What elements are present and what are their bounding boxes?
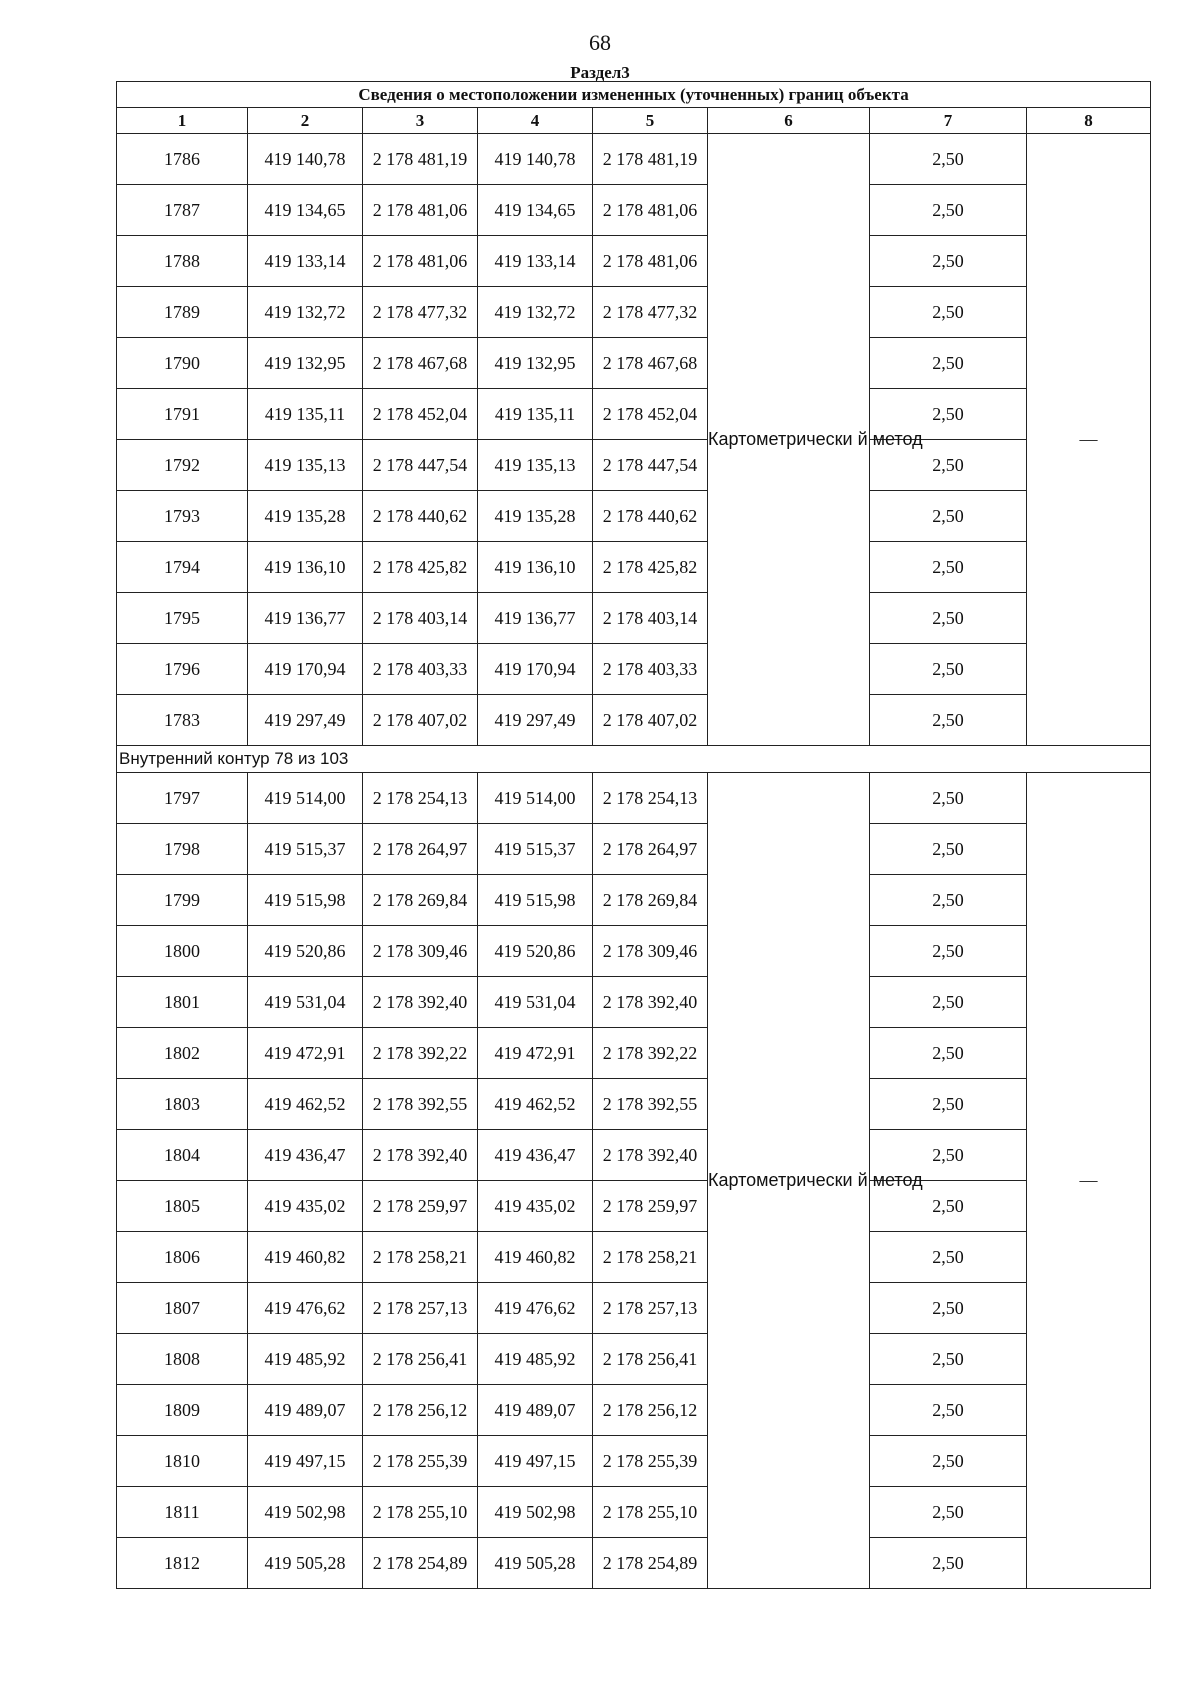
- y-refined-cell: 2 178 269,84: [593, 875, 708, 926]
- accuracy-cell: 2,50: [870, 389, 1027, 440]
- y-existing-cell: 2 178 258,21: [363, 1232, 478, 1283]
- table-row: [117, 1385, 1151, 1436]
- column-number-header: 5: [593, 108, 708, 134]
- x-existing-cell: 419 476,62: [248, 1283, 363, 1334]
- table-row: [117, 134, 1151, 185]
- x-refined-cell: 419 514,00: [478, 773, 593, 824]
- x-existing-cell: 419 135,11: [248, 389, 363, 440]
- x-existing-cell: 419 485,92: [248, 1334, 363, 1385]
- column-number-header: 2: [248, 108, 363, 134]
- boundary-coordinates-table: [116, 81, 1151, 1589]
- y-existing-cell: 2 178 254,13: [363, 773, 478, 824]
- accuracy-cell: 2,50: [870, 977, 1027, 1028]
- x-existing-cell: 419 460,82: [248, 1232, 363, 1283]
- table-row: [117, 542, 1151, 593]
- x-refined-cell: 419 170,94: [478, 644, 593, 695]
- point-number-cell: 1794: [117, 542, 248, 593]
- table-row: [117, 644, 1151, 695]
- y-refined-cell: 2 178 452,04: [593, 389, 708, 440]
- x-refined-cell: 419 132,72: [478, 287, 593, 338]
- y-existing-cell: 2 178 467,68: [363, 338, 478, 389]
- x-existing-cell: 419 134,65: [248, 185, 363, 236]
- table-row: [117, 773, 1151, 824]
- y-refined-cell: 2 178 392,55: [593, 1079, 708, 1130]
- y-refined-cell: 2 178 392,40: [593, 977, 708, 1028]
- y-refined-cell: 2 178 440,62: [593, 491, 708, 542]
- table-row: [117, 338, 1151, 389]
- y-refined-cell: 2 178 403,33: [593, 644, 708, 695]
- point-number-cell: 1792: [117, 440, 248, 491]
- y-refined-cell: 2 178 254,89: [593, 1538, 708, 1589]
- y-existing-cell: 2 178 309,46: [363, 926, 478, 977]
- x-existing-cell: 419 133,14: [248, 236, 363, 287]
- x-refined-cell: 419 531,04: [478, 977, 593, 1028]
- x-refined-cell: 419 135,13: [478, 440, 593, 491]
- y-existing-cell: 2 178 481,06: [363, 185, 478, 236]
- accuracy-cell: 2,50: [870, 1385, 1027, 1436]
- column-number-row: [117, 108, 1151, 134]
- point-number-cell: 1786: [117, 134, 248, 185]
- x-refined-cell: 419 136,77: [478, 593, 593, 644]
- y-refined-cell: 2 178 467,68: [593, 338, 708, 389]
- table-body: [117, 134, 1151, 1589]
- y-existing-cell: 2 178 269,84: [363, 875, 478, 926]
- point-number-cell: 1806: [117, 1232, 248, 1283]
- x-existing-cell: 419 505,28: [248, 1538, 363, 1589]
- column8-cell: —: [1027, 773, 1151, 1589]
- accuracy-cell: 2,50: [870, 236, 1027, 287]
- accuracy-cell: 2,50: [870, 1181, 1027, 1232]
- point-number-cell: 1790: [117, 338, 248, 389]
- y-refined-cell: 2 178 259,97: [593, 1181, 708, 1232]
- x-existing-cell: 419 136,10: [248, 542, 363, 593]
- accuracy-cell: 2,50: [870, 824, 1027, 875]
- x-existing-cell: 419 514,00: [248, 773, 363, 824]
- y-existing-cell: 2 178 440,62: [363, 491, 478, 542]
- table-row: [117, 1130, 1151, 1181]
- point-number-cell: 1789: [117, 287, 248, 338]
- y-refined-cell: 2 178 407,02: [593, 695, 708, 746]
- x-refined-cell: 419 520,86: [478, 926, 593, 977]
- table-row: [117, 287, 1151, 338]
- y-refined-cell: 2 178 477,32: [593, 287, 708, 338]
- table-row: [117, 1079, 1151, 1130]
- accuracy-cell: 2,50: [870, 1334, 1027, 1385]
- x-refined-cell: 419 135,28: [478, 491, 593, 542]
- x-refined-cell: 419 462,52: [478, 1079, 593, 1130]
- table-row: [117, 389, 1151, 440]
- section-label: Раздел3: [570, 63, 630, 82]
- point-number-cell: 1810: [117, 1436, 248, 1487]
- method-cell: Картометрически й метод: [708, 773, 870, 1589]
- column-number-header: 4: [478, 108, 593, 134]
- point-number-cell: 1788: [117, 236, 248, 287]
- accuracy-cell: 2,50: [870, 185, 1027, 236]
- point-number-cell: 1783: [117, 695, 248, 746]
- accuracy-cell: 2,50: [870, 287, 1027, 338]
- y-existing-cell: 2 178 256,41: [363, 1334, 478, 1385]
- x-existing-cell: 419 497,15: [248, 1436, 363, 1487]
- y-refined-cell: 2 178 447,54: [593, 440, 708, 491]
- table-row: [117, 593, 1151, 644]
- table-row: [117, 1283, 1151, 1334]
- x-existing-cell: 419 297,49: [248, 695, 363, 746]
- y-existing-cell: 2 178 403,14: [363, 593, 478, 644]
- y-existing-cell: 2 178 407,02: [363, 695, 478, 746]
- y-existing-cell: 2 178 259,97: [363, 1181, 478, 1232]
- point-number-cell: 1805: [117, 1181, 248, 1232]
- x-refined-cell: 419 140,78: [478, 134, 593, 185]
- y-refined-cell: 2 178 258,21: [593, 1232, 708, 1283]
- x-refined-cell: 419 134,65: [478, 185, 593, 236]
- y-existing-cell: 2 178 257,13: [363, 1283, 478, 1334]
- x-refined-cell: 419 472,91: [478, 1028, 593, 1079]
- y-refined-cell: 2 178 255,39: [593, 1436, 708, 1487]
- x-existing-cell: 419 135,13: [248, 440, 363, 491]
- y-refined-cell: 2 178 481,06: [593, 185, 708, 236]
- x-existing-cell: 419 472,91: [248, 1028, 363, 1079]
- point-number-cell: 1803: [117, 1079, 248, 1130]
- column-number-header: 3: [363, 108, 478, 134]
- y-refined-cell: 2 178 392,22: [593, 1028, 708, 1079]
- y-existing-cell: 2 178 255,10: [363, 1487, 478, 1538]
- accuracy-cell: 2,50: [870, 593, 1027, 644]
- point-number-cell: 1802: [117, 1028, 248, 1079]
- x-refined-cell: 419 135,11: [478, 389, 593, 440]
- y-existing-cell: 2 178 403,33: [363, 644, 478, 695]
- y-refined-cell: 2 178 256,12: [593, 1385, 708, 1436]
- table-title: Сведения о местоположении измененных (уточненных) границ объекта: [117, 82, 1151, 108]
- x-existing-cell: 419 135,28: [248, 491, 363, 542]
- x-existing-cell: 419 515,37: [248, 824, 363, 875]
- table-row: [117, 926, 1151, 977]
- accuracy-cell: 2,50: [870, 134, 1027, 185]
- y-existing-cell: 2 178 392,40: [363, 977, 478, 1028]
- accuracy-cell: 2,50: [870, 875, 1027, 926]
- accuracy-cell: 2,50: [870, 773, 1027, 824]
- point-number-cell: 1812: [117, 1538, 248, 1589]
- table-row: [117, 875, 1151, 926]
- x-refined-cell: 419 497,15: [478, 1436, 593, 1487]
- page-number: 68: [589, 30, 611, 55]
- accuracy-cell: 2,50: [870, 1487, 1027, 1538]
- method-cell: Картометрически й метод: [708, 134, 870, 746]
- y-existing-cell: 2 178 254,89: [363, 1538, 478, 1589]
- y-existing-cell: 2 178 477,32: [363, 287, 478, 338]
- y-existing-cell: 2 178 392,40: [363, 1130, 478, 1181]
- accuracy-cell: 2,50: [870, 1079, 1027, 1130]
- contour-header: Внутренний контур 78 из 103: [117, 746, 1151, 773]
- y-refined-cell: 2 178 254,13: [593, 773, 708, 824]
- table-row: [117, 185, 1151, 236]
- y-existing-cell: 2 178 481,06: [363, 236, 478, 287]
- accuracy-cell: 2,50: [870, 338, 1027, 389]
- accuracy-cell: 2,50: [870, 491, 1027, 542]
- accuracy-cell: 2,50: [870, 695, 1027, 746]
- table-row: [117, 1028, 1151, 1079]
- x-existing-cell: 419 489,07: [248, 1385, 363, 1436]
- x-refined-cell: 419 297,49: [478, 695, 593, 746]
- accuracy-cell: 2,50: [870, 1283, 1027, 1334]
- table-row: [117, 1487, 1151, 1538]
- point-number-cell: 1798: [117, 824, 248, 875]
- y-existing-cell: 2 178 447,54: [363, 440, 478, 491]
- y-refined-cell: 2 178 255,10: [593, 1487, 708, 1538]
- point-number-cell: 1787: [117, 185, 248, 236]
- y-existing-cell: 2 178 452,04: [363, 389, 478, 440]
- column-number-header: 1: [117, 108, 248, 134]
- x-refined-cell: 419 505,28: [478, 1538, 593, 1589]
- x-existing-cell: 419 502,98: [248, 1487, 363, 1538]
- point-number-cell: 1799: [117, 875, 248, 926]
- table-row: [117, 1232, 1151, 1283]
- x-refined-cell: 419 460,82: [478, 1232, 593, 1283]
- x-refined-cell: 419 435,02: [478, 1181, 593, 1232]
- y-existing-cell: 2 178 256,12: [363, 1385, 478, 1436]
- table-row: [117, 695, 1151, 746]
- point-number-cell: 1797: [117, 773, 248, 824]
- y-refined-cell: 2 178 257,13: [593, 1283, 708, 1334]
- y-refined-cell: 2 178 256,41: [593, 1334, 708, 1385]
- point-number-cell: 1796: [117, 644, 248, 695]
- accuracy-cell: 2,50: [870, 926, 1027, 977]
- y-existing-cell: 2 178 392,22: [363, 1028, 478, 1079]
- point-number-cell: 1800: [117, 926, 248, 977]
- x-existing-cell: 419 531,04: [248, 977, 363, 1028]
- x-refined-cell: 419 515,37: [478, 824, 593, 875]
- point-number-cell: 1808: [117, 1334, 248, 1385]
- point-number-cell: 1804: [117, 1130, 248, 1181]
- y-refined-cell: 2 178 481,06: [593, 236, 708, 287]
- column8-cell: —: [1027, 134, 1151, 746]
- column-number-header: 6: [708, 108, 870, 134]
- x-refined-cell: 419 476,62: [478, 1283, 593, 1334]
- x-refined-cell: 419 436,47: [478, 1130, 593, 1181]
- y-existing-cell: 2 178 264,97: [363, 824, 478, 875]
- point-number-cell: 1801: [117, 977, 248, 1028]
- accuracy-cell: 2,50: [870, 1232, 1027, 1283]
- y-existing-cell: 2 178 255,39: [363, 1436, 478, 1487]
- y-existing-cell: 2 178 392,55: [363, 1079, 478, 1130]
- x-existing-cell: 419 520,86: [248, 926, 363, 977]
- accuracy-cell: 2,50: [870, 644, 1027, 695]
- table-row: [117, 440, 1151, 491]
- accuracy-cell: 2,50: [870, 1130, 1027, 1181]
- x-existing-cell: 419 435,02: [248, 1181, 363, 1232]
- accuracy-cell: 2,50: [870, 1538, 1027, 1589]
- table-row: [117, 1181, 1151, 1232]
- table-row: [117, 236, 1151, 287]
- table-row: [117, 491, 1151, 542]
- x-existing-cell: 419 462,52: [248, 1079, 363, 1130]
- table-title-row: [117, 82, 1151, 108]
- x-existing-cell: 419 436,47: [248, 1130, 363, 1181]
- point-number-cell: 1807: [117, 1283, 248, 1334]
- contour-header-row: [117, 746, 1151, 773]
- point-number-cell: 1795: [117, 593, 248, 644]
- x-existing-cell: 419 515,98: [248, 875, 363, 926]
- x-existing-cell: 419 132,95: [248, 338, 363, 389]
- x-refined-cell: 419 489,07: [478, 1385, 593, 1436]
- column-number-header: 8: [1027, 108, 1151, 134]
- y-existing-cell: 2 178 425,82: [363, 542, 478, 593]
- point-number-cell: 1791: [117, 389, 248, 440]
- x-existing-cell: 419 132,72: [248, 287, 363, 338]
- y-refined-cell: 2 178 309,46: [593, 926, 708, 977]
- y-existing-cell: 2 178 481,19: [363, 134, 478, 185]
- accuracy-cell: 2,50: [870, 1028, 1027, 1079]
- x-refined-cell: 419 515,98: [478, 875, 593, 926]
- accuracy-cell: 2,50: [870, 542, 1027, 593]
- x-refined-cell: 419 132,95: [478, 338, 593, 389]
- y-refined-cell: 2 178 403,14: [593, 593, 708, 644]
- x-existing-cell: 419 136,77: [248, 593, 363, 644]
- point-number-cell: 1809: [117, 1385, 248, 1436]
- table-row: [117, 824, 1151, 875]
- point-number-cell: 1793: [117, 491, 248, 542]
- table-row: [117, 1334, 1151, 1385]
- point-number-cell: 1811: [117, 1487, 248, 1538]
- x-refined-cell: 419 502,98: [478, 1487, 593, 1538]
- y-refined-cell: 2 178 425,82: [593, 542, 708, 593]
- y-refined-cell: 2 178 264,97: [593, 824, 708, 875]
- table-row: [117, 1538, 1151, 1589]
- x-refined-cell: 419 133,14: [478, 236, 593, 287]
- y-refined-cell: 2 178 392,40: [593, 1130, 708, 1181]
- column-number-header: 7: [870, 108, 1027, 134]
- accuracy-cell: 2,50: [870, 440, 1027, 491]
- x-existing-cell: 419 140,78: [248, 134, 363, 185]
- table-row: [117, 977, 1151, 1028]
- accuracy-cell: 2,50: [870, 1436, 1027, 1487]
- x-refined-cell: 419 136,10: [478, 542, 593, 593]
- x-existing-cell: 419 170,94: [248, 644, 363, 695]
- x-refined-cell: 419 485,92: [478, 1334, 593, 1385]
- table-row: [117, 1436, 1151, 1487]
- y-refined-cell: 2 178 481,19: [593, 134, 708, 185]
